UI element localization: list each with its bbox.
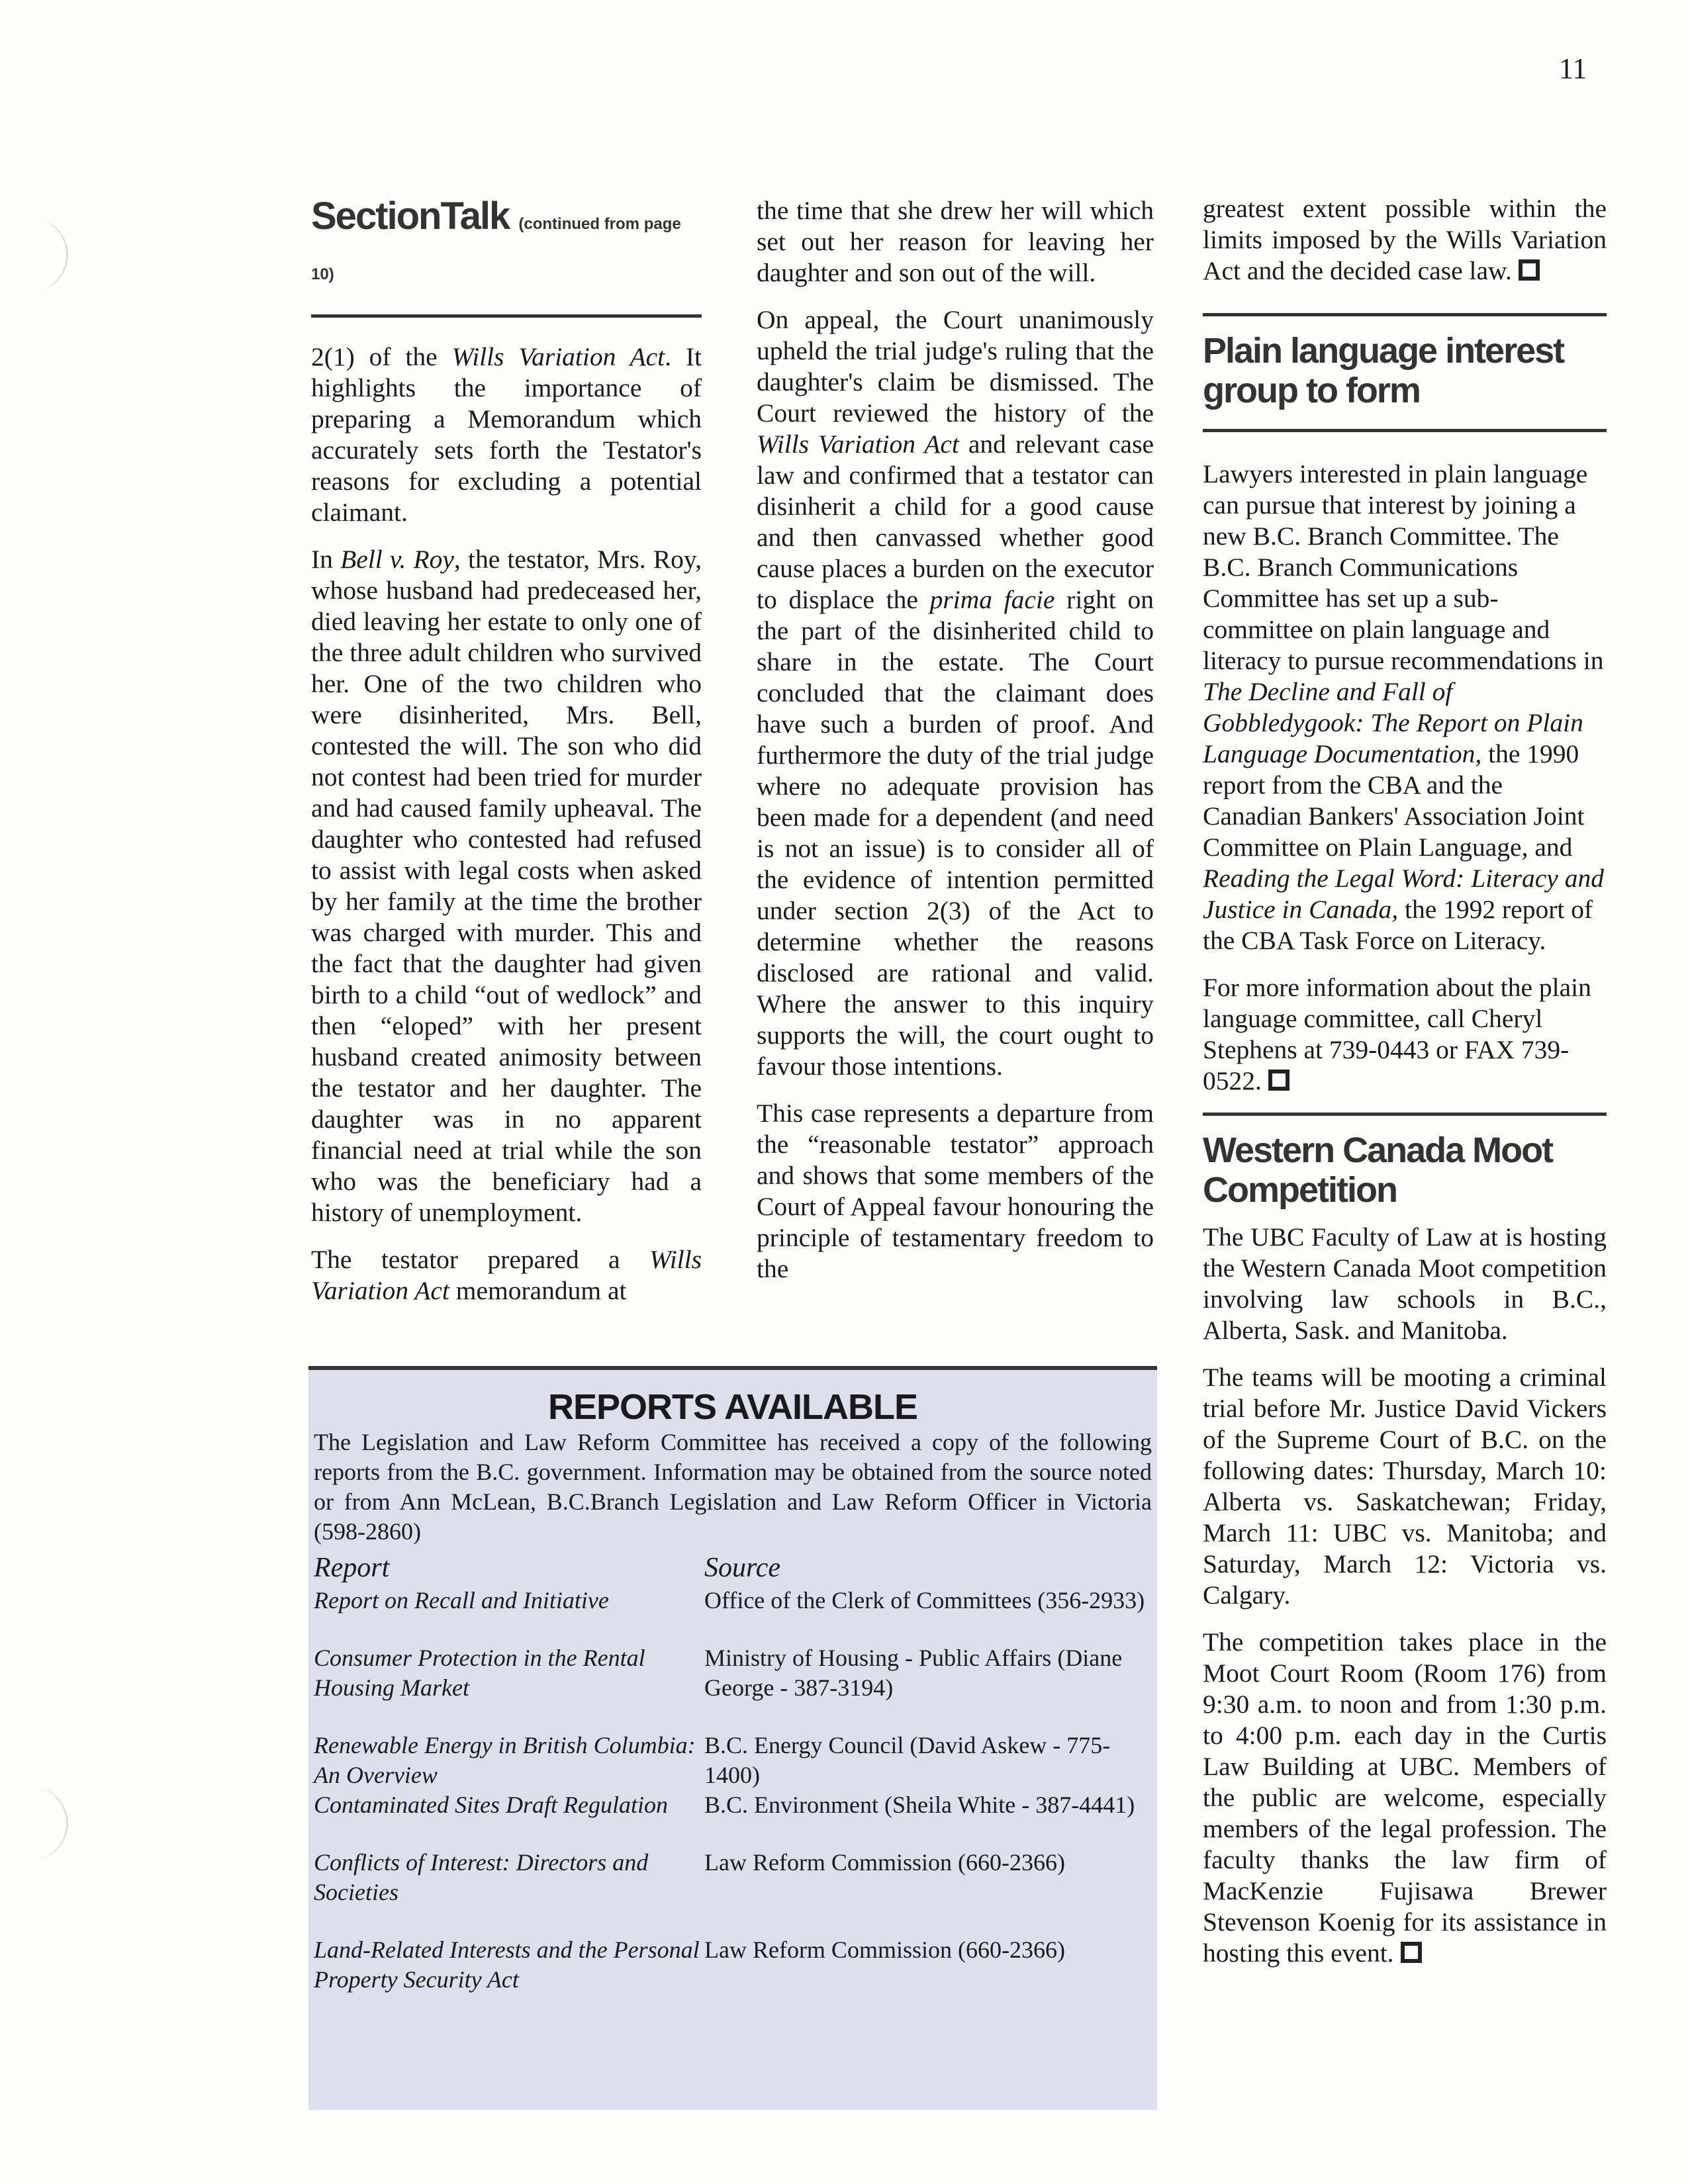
- end-mark-icon: [1519, 259, 1540, 281]
- divider: [1203, 429, 1607, 432]
- paragraph: The testator prepared a Wills Variation Act memorandum at: [311, 1245, 702, 1305]
- paragraph: the time that she drew her will which set out her reason for leaving her daughter and son out of the will.: [757, 196, 1154, 287]
- report-title: Contaminated Sites Draft Regulation: [314, 1792, 668, 1818]
- paragraph: In Bell v. Roy, the testator, Mrs. Roy, whose husband had predeceased her, died leaving her estate to only one of the three adult children who survived her. One of the two children who were disinherited, Mrs. Bell, contested the will. The son who did not contest had been tried for murder and had caused family upheaval. The daughter who contested had refused to assist with legal costs when asked by her family at the time the brother was charged with murder. This and the fact that the daughter had given birth to a child “out of wedlock” and then “eloped” with her present husband created animosity between the testator and her daughter. The daughter was in no apparent financial need at trial while the son who was the beneficiary had a history of unemployment.: [311, 545, 702, 1227]
- report-title: Renewable Energy in British Columbia: An Overview: [314, 1732, 696, 1788]
- divider: [1203, 1113, 1607, 1116]
- paragraph: The competition takes place in the Moot Court Room (Room 176) from 9:30 a.m. to noon and from 1:30 p.m. to 4:00 p.m. each day in the Curtis Law Building at UBC. Members of the public are welcome, especially members of the legal profession. The faculty thanks the law firm of MacKenzie Fujisawa Brewer Stevenson Koenig for its assistance in hosting this event.: [1203, 1627, 1607, 1968]
- reports-table: [314, 1553, 1152, 2023]
- report-title: Consumer Protection in the Rental Housing Market: [314, 1645, 645, 1701]
- divider: [311, 314, 702, 318]
- end-mark-icon: [1401, 1942, 1422, 1963]
- report-source: Law Reform Commission (660-2366): [704, 1936, 1065, 1963]
- report-source: Law Reform Commission (660-2366): [704, 1849, 1065, 1876]
- paragraph: On appeal, the Court unanimously upheld the trial judge's ruling that the daughter's claim be dismissed. The Court reviewed the history of the Wills Variation Act and relevant case law and confirmed that a testator can disinherit a child for a good cause and then canvassed whether good cause places a burden on the executor to displace the prima facie right on the part of the disinherited child to share in the estate. The Court concluded that the claimant does have such a burden of proof. And furthermore the duty of the trial judge where no adequate provision has been made for a dependent (and need is not an issue) is to consider all of the evidence of intention permitted under section 2(3) of the Act to determine whether the reasons disclosed are rational and valid. Where the answer to this inquiry supports the will, the court ought to favour those intentions.: [757, 305, 1154, 1081]
- divider: [1203, 313, 1607, 316]
- paragraph: The UBC Faculty of Law at is hosting the Western Canada Moot competition involving law schools in B.C., Alberta, Sask. and Manitoba.: [1203, 1222, 1607, 1345]
- page-number: 11: [1559, 52, 1587, 85]
- section-heading: SectionTalk (continued from page 10): [311, 195, 681, 283]
- paragraph: This case represents a departure from the “reasonable testator” approach and shows that some members of the Court of Appeal favour honouring the principle of testamentary freedom to the: [757, 1099, 1154, 1283]
- paragraph: The teams will be mooting a criminal trial before Mr. Justice David Vickers of the Supreme Court of B.C. on the following dates: Thursday, March 10: Alberta vs. Saskatchewan; Friday, March 11: UBC vs. Manitoba; and Saturday, March 12: Victoria vs. Calgary.: [1203, 1363, 1607, 1610]
- plain-language-heading: Plain language interest group to form: [1203, 331, 1564, 410]
- end-mark-icon: [1268, 1069, 1289, 1091]
- continued-note: (continued from page 10): [311, 215, 681, 283]
- paragraph: Lawyers interested in plain language can pursue that interest by joining a new B.C. Branch Committee. The B.C. Branch Communications Committee has set up a sub-committee on plain language and literacy to pursue recommendations in The Decline and Fall of Gobbledygook: The Report on Plain Language Documentation, the 1990 report from the CBA and the Canadian Bankers' Association Joint Committee on Plain Language, and Reading the Legal Word: Literacy and Justice in Canada, the 1992 report of the CBA Task Force on Literacy.: [1203, 459, 1604, 955]
- report-title: Conflicts of Interest: Directors and Societies: [314, 1849, 649, 1905]
- report-source: Office of the Clerk of Committees (356-2933): [704, 1587, 1145, 1614]
- reports-intro: The Legislation and Law Reform Committee has received a copy of the following reports from the B.C. government. Information may be obtained from the source noted or from Ann McLean, B.C.Branch Legislation and Law Reform Officer in Victoria (598-2860): [314, 1429, 1152, 1545]
- report-source: B.C. Energy Council (David Askew - 775-1400): [704, 1732, 1111, 1788]
- paragraph: greatest extent possible within the limits imposed by the Wills Variation Act and the decided case law.: [1203, 194, 1607, 285]
- paragraph: For more information about the plain language committee, call Cheryl Stephens at 739-0443 or FAX 739-0522.: [1203, 973, 1591, 1095]
- column-2: [757, 195, 1154, 1300]
- binding-mark: [26, 1787, 68, 1860]
- binding-mark: [26, 218, 68, 291]
- report-source: Ministry of Housing - Public Affairs (Diane George - 387-3194): [704, 1645, 1123, 1701]
- paragraph: 2(1) of the Wills Variation Act. It highlights the importance of preparing a Memorandum which accurately sets forth the Testator's reasons for excluding a potential claimant.: [311, 342, 702, 527]
- report-source: B.C. Environment (Sheila White - 387-4441): [704, 1792, 1135, 1818]
- reports-title: REPORTS AVAILABLE: [547, 1387, 917, 1427]
- column-header-report: Report: [314, 1553, 390, 1583]
- report-title: Land-Related Interests and the Personal Property Security Act: [314, 1936, 700, 1993]
- report-title: Report on Recall and Initiative: [314, 1587, 609, 1614]
- column-1: [311, 195, 702, 1322]
- moot-heading: Western Canada Moot Competition: [1203, 1130, 1553, 1210]
- column-3: [1203, 193, 1607, 1985]
- column-header-source: Source: [704, 1553, 781, 1583]
- reports-available-box: [308, 1366, 1157, 2110]
